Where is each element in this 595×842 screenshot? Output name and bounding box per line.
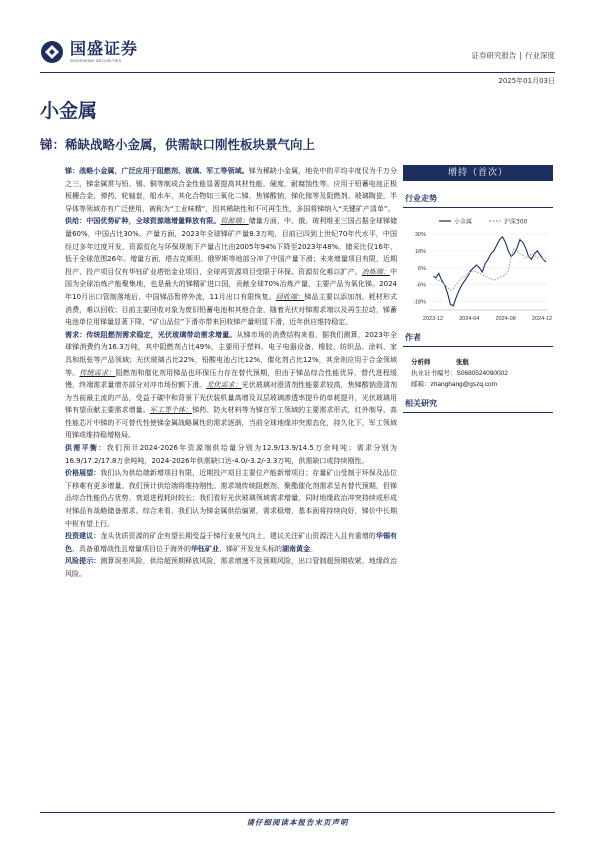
investment-text-2: 、具备重增战性且增量项目位于海外的 [72,544,191,553]
paragraph-balance [65,442,397,467]
rating-badge: 增持（首次） [403,165,553,181]
investment-highlight-3: 湖南黄金 [282,544,310,553]
sidebar [403,165,553,413]
y-tick-label-3: -6% [416,282,426,289]
investment-highlight-1: 华锡有色 [65,532,398,553]
report-date: 2025年01月03日 [498,77,555,85]
x-tick-label-0: 2023-12 [422,316,444,322]
x-tick-label-2: 2024-08 [495,316,516,322]
paragraph-overview [65,165,397,215]
paragraph-risk [65,555,397,580]
y-tick-label-4: -18% [413,299,426,306]
demand-traditional-text: 阻燃剂和催化剂用锑品也环保压力存在替代预期，但由于锑品综合性能优异，替代进程缓慢，终端需求量增亦部分对冲市场份额下滑。 [65,368,398,390]
report-type-separator: | [519,51,522,60]
risk-lead: 风险提示： [65,557,101,566]
paragraph-supply [65,215,397,328]
investment-lead: 投资建议： [65,532,101,541]
analyst-heading: 作者 [403,330,553,347]
page-title: 小金属 [40,100,98,122]
y-tick-label-0: 30% [414,232,426,238]
header-rule [40,72,555,73]
investment-text-1: 龙头优质资源的矿企有望长期受益于锑行业景气向上，建议关注矿山资源注入且有重增的 [100,532,376,541]
report-sub-label: 行业深度 [525,51,555,60]
investment-text-4: 。 [310,544,317,553]
risk-text: 测算误差风险，供给超预期释放风险，需求增速不及预期风险，出口管制超预期收紧，地缘政治风险。 [65,557,398,578]
brand-logo [40,40,138,64]
report-type-label: 证券研究报告 [471,51,517,60]
paragraph-price [65,467,397,530]
price-lead: 价格展望： [65,469,101,478]
analyst-name-row [403,357,553,368]
balance-lead: 供需平衡： [65,444,107,453]
brand-name-cn: 国盛证券 [70,39,139,58]
supply-smelting-label: 冶炼端： [361,267,391,276]
paragraph-investment [65,530,397,555]
investment-text-3: 、锑矿开发龙头标的 [219,544,282,553]
analyst-email[interactable]: zhanghang@gszq.com [430,381,498,388]
series-line-0 [433,237,546,306]
balance-text: 我们预计2024-2026年资源端供给量分别为12.9/13.9/14.5万余吨吨；需求分别为16.9/17.2/17.8万余吨吨，2024-2026年供需缺口达-4.0/-3.2/-3.3万吨，供需缺口或持续刚性。 [65,444,397,465]
footer-rule [40,812,555,813]
legend-label-1: 沪深300 [504,218,528,226]
x-tick-label-1: 2024-04 [459,316,480,322]
investment-highlight-2: 华钰矿业 [191,544,219,553]
overview-lead: 锑：战略小金属，广泛应用于阻燃剂、玻璃、军工等领域。 [65,167,249,175]
analyst-cert-row [403,368,553,379]
overview-text: 锑为稀缺小金属，地壳中的平均丰度仅为千万分之三，锑金属常与铅、锡、铜等制成合金性能显著提高其材性能，硬度，耐腐蚀性等。应用于铅蓄电池正极板栅合金，弹药，轮轴套，船水车，其化合物如三氧化二锑，焦锑酸钠，锑化镓等及阻燃剂、玻璃陶瓷，半导体等领域亦有广泛使用，被称为“工业味精”，因其稀缺性和不可再生性，多国将锑纳入“关键矿产清单”。 [65,167,398,213]
demand-military-label: 军工等个体： [149,406,193,415]
supply-recycling-text: 锑品主要以添加剂、耗材形式消费，难以回收；目前主要回收对象为废旧铅蓄电池和其他合金，随着光伏对锑需求端以及再生拉动，锑蓄电池单位用锑量显著下降，“矿山品位”下滑亦带来回收锑产量明显下滑，近年供应维持稳定。 [65,292,398,327]
analyst-cert-label: 执业证书编号： [411,369,457,377]
paragraph-demand [65,329,397,442]
supply-smelting-text: 中国为全球冶炼产能聚集地，也是最大的锑精矿进口国，贡献全球70%冶炼产量，主要产品为氧化锑。2024年10月出口管制落地后，中国锑品暂停外流，11月出口有限恢复。 [65,267,398,301]
supply-resource-text: 储量方面，中、俄、玻利维亚三国占据全球锑储量60%，中国占比30%。产量方面，2023年全球锑矿产量8.3万吨，目前已四到上世纪70年代水平，中国经过多年过度开发，资源贫化与环保规制下产量占比由2005年94%下降至2023年48%。储采比仅16年，低于全球范围26年。增量方面，塔吉克斯坦、俄罗斯等地部分冲了中国产量下滑；未来增量项目有限，近期投产、投产项目仅有华钰矿业塔铝金业项目，全球再资源项目受限于环保、资源贫化难以扩产。 [65,217,398,276]
demand-pv-label: 光伏需求： [206,381,242,390]
demand-text: 从锑市场的消费结构来看，据我们测算，2023年全球锑消费约为16.3万吨，其中阻燃剂占比49%，主要用于塑料、电子电器设备、橡胶、纺织品、涂料、家具和纸张等产品领域；光伏玻璃占比22%，铅酸电池占比12%，催化剂占比12%，其余则应用于合金领域等。 [65,330,397,377]
demand-pv-text: 光伏玻璃对澄清剂性能要求较高，焦锑酸钠澄清剂为当前最主流的产品，受益于碳中和背景下光伏装机量高增及双层玻璃渗透率提升的单耗提升，光伏玻璃用锑有望贡献主要需求增量。 [65,381,398,415]
supply-lead: 供给：中国优势矿种，全球资源端增量释放有限。 [65,217,221,226]
analyst-email-label: 邮箱： [411,380,431,388]
supply-recycling-label: 回收端： [275,292,305,301]
price-text: 我们认为供给端新增项目有限，近期投产项目主要位产能新增项目；存量矿山受制于环保及品位下移难有更多增量。我们预计供给端将维持刚性。需求端传统阻燃剂、聚酯催化剂需求呈有替代预期，但锑品综合性能仍占优势，衰退进程耗时较长；我们看好光伏玻璃领域需求增量，同时地缘政治冲突持续或形成对锑品有战略储备需求。综合来看，我们认为锑金属供给偏紧，需求稳增，基本面将持续向好，锑价中长期中枢有望上行。 [65,469,398,528]
supply-resource-label: 资源端： [220,217,249,226]
y-tick-label-1: 18% [414,248,426,255]
trend-heading: 行业走势 [403,191,553,208]
page-subtitle: 锑：稀缺战略小金属，供需缺口刚性板块景气向上 [40,137,316,152]
y-tick-label-2: 6% [418,265,426,272]
demand-military-text: 锑药、防火材料等为锑在军工领域的主要需求形式，红外制导、高性能芯片中锑的不可替代性使锑金属战略属性的需求逐渐，当前全球地缘冲突需态化，持久化下，军工领域用锑或维持稳增格局。 [65,406,398,440]
series-line-1 [433,248,546,290]
x-tick-label-3: 2024-12 [531,316,553,322]
footer-disclaimer: 请仔细阅读本报告末页声明 [246,818,349,827]
analyst-name-label: 分析师 [411,358,431,366]
guosheng-logo-icon [40,40,64,64]
analyst-name: 张航 [456,358,469,366]
legend-label-0: 小金属 [454,218,473,226]
trend-chart-svg [403,212,553,330]
analyst-email-row [403,379,553,390]
related-heading: 相关研究 [403,396,553,413]
report-type [471,50,555,61]
demand-traditional-label: 传统需求： [79,368,116,377]
report-body [65,165,397,581]
demand-lead: 需求：传统阻燃剂需求稳定，光伏玻璃带动需求增量。 [65,330,237,339]
trend-chart [403,212,553,330]
analyst-cert: S0680524090002 [456,370,508,377]
brand-name-en: GUOSHENG SECURITIES [70,59,122,63]
analyst-info [403,357,553,390]
